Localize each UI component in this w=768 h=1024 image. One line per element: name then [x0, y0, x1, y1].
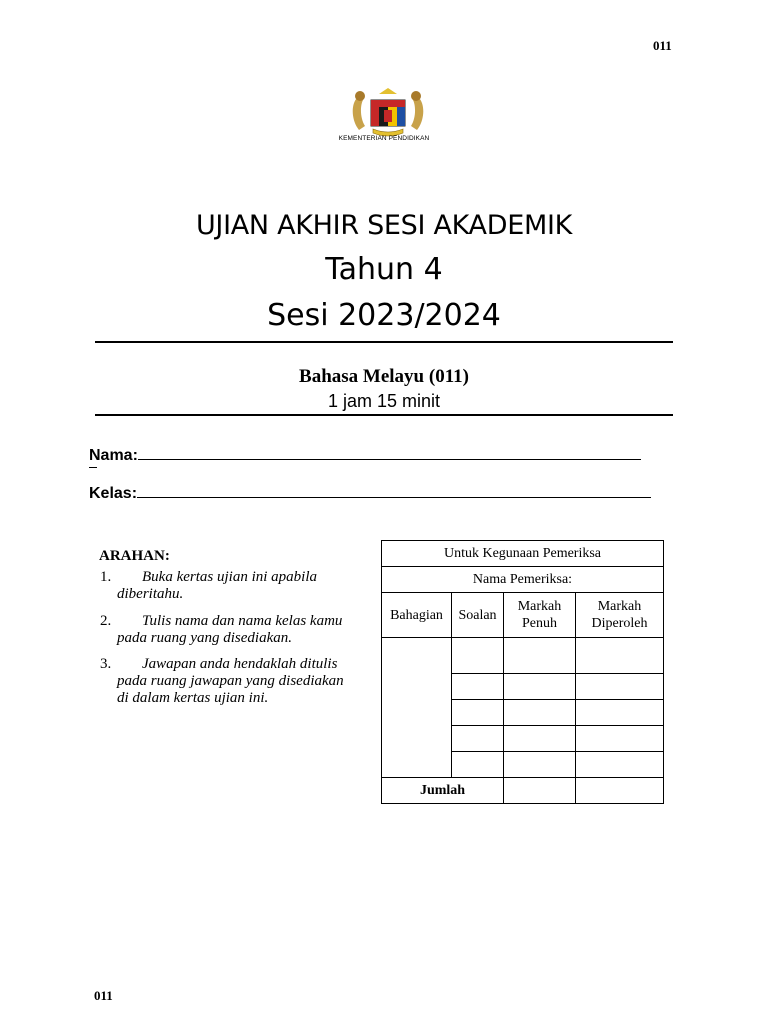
- markah-penuh-cell[interactable]: [504, 674, 576, 700]
- kelas-underline: [137, 483, 651, 498]
- instruction-text-cont: pada ruang yang disediakan.: [117, 630, 292, 646]
- soalan-cell[interactable]: [452, 752, 504, 778]
- instruction-text: Jawapan anda hendaklah ditulis: [142, 656, 338, 672]
- markah-diperoleh-cell[interactable]: [576, 752, 664, 778]
- nama-underline-wrap: [89, 467, 97, 468]
- subject-name: Bahasa Melayu (011): [299, 366, 469, 387]
- paper-code-bottom: 011: [94, 988, 113, 1003]
- markah-diperoleh-cell[interactable]: [576, 700, 664, 726]
- instruction-number: 2.: [100, 613, 112, 629]
- kelas-field[interactable]: [89, 483, 651, 503]
- total-markah-diperoleh-cell[interactable]: [576, 778, 664, 804]
- exam-year: Tahun 4: [325, 252, 443, 287]
- instruction-text: Tulis nama dan nama kelas kamu: [142, 613, 343, 629]
- col-header-markah-diperoleh-line1: Markah: [597, 599, 642, 614]
- crest-caption: KEMENTERIAN PENDIDIKAN: [338, 135, 430, 142]
- instruction-text-cont: diberitahu.: [117, 586, 184, 602]
- exam-duration: 1 jam 15 minit: [327, 391, 441, 411]
- divider-bottom: [95, 414, 673, 416]
- divider-top: [95, 341, 673, 343]
- soalan-cell[interactable]: [452, 674, 504, 700]
- exam-title: UJIAN AKHIR SESI AKADEMIK: [195, 210, 573, 241]
- markah-penuh-cell[interactable]: [504, 700, 576, 726]
- nama-label: Nama:: [89, 447, 138, 464]
- markah-diperoleh-cell[interactable]: [576, 726, 664, 752]
- total-markah-penuh-cell[interactable]: [504, 778, 576, 804]
- col-header-soalan: Soalan: [452, 593, 504, 638]
- total-label: Jumlah: [382, 778, 504, 804]
- examiner-table: [381, 540, 664, 804]
- instruction-number: 3.: [100, 656, 112, 672]
- col-header-markah-diperoleh: [576, 593, 664, 638]
- kelas-label: Kelas:: [89, 485, 138, 502]
- instruction-item: [100, 569, 385, 603]
- paper-code-top: 011: [653, 38, 672, 53]
- instructions-heading: ARAHAN:: [99, 548, 170, 564]
- instruction-item: [100, 656, 385, 707]
- markah-penuh-cell[interactable]: [504, 752, 576, 778]
- examiner-table-heading: Untuk Kegunaan Pemeriksa: [382, 541, 664, 567]
- bahagian-cell[interactable]: [382, 638, 452, 778]
- col-header-markah-penuh-line1: Markah: [517, 599, 562, 614]
- soalan-cell[interactable]: [452, 700, 504, 726]
- markah-penuh-cell[interactable]: [504, 638, 576, 674]
- col-header-bahagian: Bahagian: [382, 593, 452, 638]
- instruction-text-cont: pada ruang jawapan yang disediakan: [117, 673, 344, 689]
- markah-penuh-cell[interactable]: [504, 726, 576, 752]
- examiner-name-label[interactable]: Nama Pemeriksa:: [382, 567, 664, 593]
- exam-session: Sesi 2023/2024: [267, 298, 501, 333]
- markah-diperoleh-cell[interactable]: [576, 638, 664, 674]
- nama-field[interactable]: [89, 445, 641, 465]
- col-header-markah-diperoleh-line2: Diperoleh: [591, 616, 648, 631]
- instruction-text-cont: di dalam kertas ujian ini.: [117, 690, 269, 706]
- instruction-number: 1.: [100, 569, 112, 585]
- instruction-item: [100, 613, 385, 647]
- col-header-markah-penuh: [504, 593, 576, 638]
- instruction-text: Buka kertas ujian ini apabila: [142, 569, 317, 585]
- markah-diperoleh-cell[interactable]: [576, 674, 664, 700]
- soalan-cell[interactable]: [452, 726, 504, 752]
- col-header-markah-penuh-line2: Penuh: [522, 616, 557, 631]
- soalan-cell[interactable]: [452, 638, 504, 674]
- nama-underline: [138, 445, 641, 460]
